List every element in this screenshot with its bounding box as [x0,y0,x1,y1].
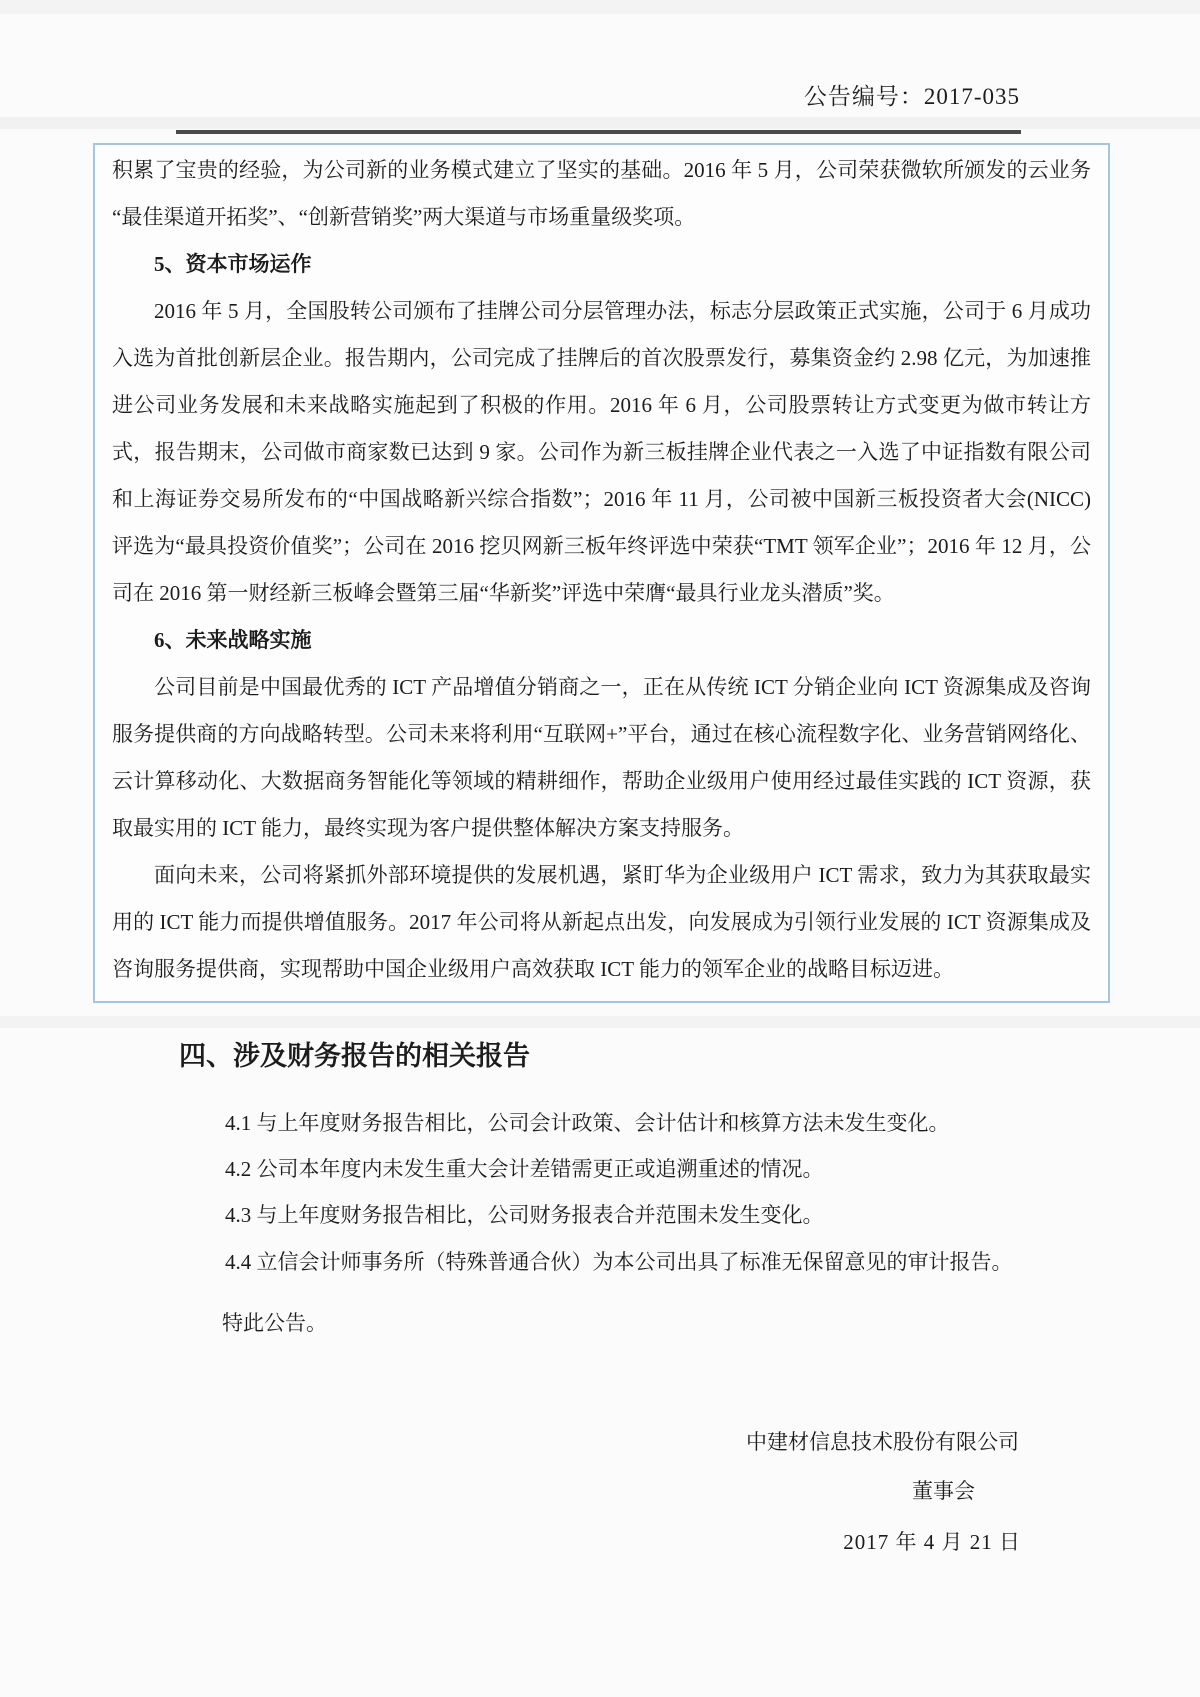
section-4-item-2: 4.2 公司本年度内未发生重大会计差错需更正或追溯重述的情况。 [225,1157,824,1181]
highlighted-report-box [93,143,1110,1003]
signature-company-name: 中建材信息技术股份有限公司 [746,1430,1019,1454]
paragraph-continued: 积累了宝贵的经验，为公司新的业务模式建立了坚实的基础。2016 年 5 月，公司荣获微软所颁发的云业务“最佳渠道开拓奖”、“创新营销奖”两大渠道与市场重量级奖项。 [112,158,1091,229]
heading-capital-market-operation: 5、资本市场运作 [154,252,312,276]
closing-statement: 特此公告。 [222,1311,327,1335]
section-4-item-4: 4.4 立信会计师事务所（特殊普通合伙）为本公司出具了标准无保留意见的审计报告。 [225,1250,1013,1274]
signature-date: 2017 年 4 月 21 日 [843,1530,1021,1554]
paragraph-capital-market-operation: 2016 年 5 月，全国股转公司颁布了挂牌公司分层管理办法，标志分层政策正式实施，公司于 6 月成功入选为首批创新层企业。报告期内，公司完成了挂牌后的首次股票发行，募集资金约 2.98 亿元，为加速推进公司业务发展和未来战略实施起到了积极的作用。2016 年 6 月，公司股票转让方式变更为做市转让方式，报告期末，公司做市商家数已达到 9 家。公司作为新三板挂牌企业代表之一入选了中证指数有限公司和上海证券交易所发布的“中国战略新兴综合指数”；2016 年 11 月，公司被中国新三板投资者大会(NICC)评选为“最具投资价值奖”；公司在 2016 挖贝网新三板年终评选中荣获“TMT 领军企业”；2016 年 12 月，公司在 2016 第一财经新三板峰会暨第三届“华新奖”评选中荣膺“最具行业龙头潜质”奖。 [112,299,1091,605]
header-divider-rule [176,130,1021,134]
section-4-item-1: 4.1 与上年度财务报告相比，公司会计政策、会计估计和核算方法未发生变化。 [225,1111,950,1135]
scan-artifact-band [0,117,1200,129]
paragraph-future-strategy-1: 公司目前是中国最优秀的 ICT 产品增值分销商之一，正在从传统 ICT 分销企业向 ICT 资源集成及咨询服务提供商的方向战略转型。公司未来将利用“互联网+”平台，通过在核心流程数字化、业务营销网络化、云计算移动化、大数据商务智能化等领域的精耕细作，帮助企业级用户使用经过最佳实践的 ICT 资源，获取最实用的 ICT 能力，最终实现为客户提供整体解决方案支持服务。 [112,675,1091,840]
announcement-number: 公告编号：2017-035 [803,84,1020,109]
section-4-item-3: 4.3 与上年度财务报告相比，公司财务报表合并范围未发生变化。 [225,1203,824,1227]
paragraph-future-strategy-2: 面向未来，公司将紧抓外部环境提供的发展机遇，紧盯华为企业级用户 ICT 需求，致力为其获取最实用的 ICT 能力而提供增值服务。2017 年公司将从新起点出发，向发展成为引领行业发展的 ICT 资源集成及咨询服务提供商，实现帮助中国企业级用户高效获取 ICT 能力的领军企业的战略目标迈进。 [112,863,1091,981]
heading-future-strategy: 6、未来战略实施 [154,628,312,652]
section-4-heading: 四、涉及财务报告的相关报告 [179,1041,530,1071]
scan-artifact-band [0,0,1200,14]
signature-board-of-directors: 董事会 [912,1479,975,1503]
scan-artifact-band [0,1016,1200,1028]
